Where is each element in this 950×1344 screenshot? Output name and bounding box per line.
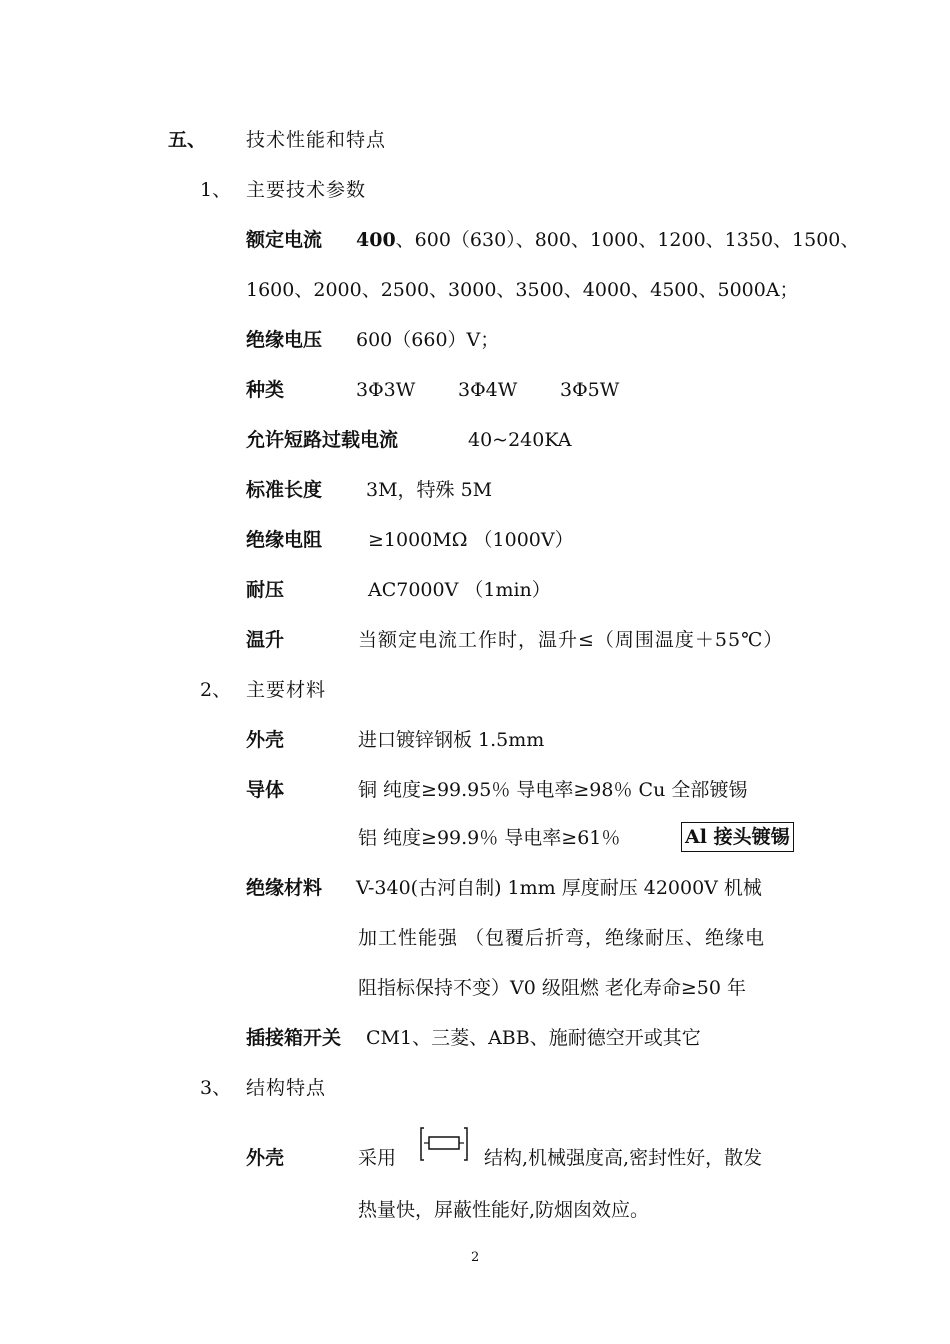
withstand-voltage-value: AC7000V （1min）: [368, 579, 551, 601]
sub3-title: 结构特点: [246, 1077, 327, 1099]
structure-shell-line2: 热量快，屏蔽性能好,防烟囱效应。: [358, 1199, 650, 1221]
shell-label: 外壳: [246, 729, 285, 751]
rated-current-value: [356, 228, 859, 252]
conductor-aluminum: 铝 纯度≥99.9％ 导电率≥61％: [358, 827, 621, 849]
conductor-label: 导体: [246, 779, 285, 801]
sub2-title: 主要材料: [246, 679, 327, 701]
rated-current-line1: 、600（630）、800、1000、1200、1350、1500、: [395, 229, 860, 251]
std-length-label: 标准长度: [246, 479, 323, 501]
sub1-number: 1、: [200, 179, 232, 201]
section-title: 技术性能和特点: [246, 129, 387, 151]
section-number: 五、: [168, 129, 207, 151]
short-circuit-label: 允许短路过载电流: [246, 429, 399, 451]
rated-current-label: 额定电流: [246, 229, 323, 251]
insulation-material-label: 绝缘材料: [246, 877, 323, 899]
busway-shell-icon: [420, 1126, 468, 1162]
std-length-value: 3M，特殊 5M: [366, 479, 493, 501]
type-value-3: 3Φ5W: [560, 379, 620, 401]
structure-shell-pre: 采用: [358, 1147, 397, 1169]
insulation-material-line1: V-340(古河自制) 1mm 厚度耐压 42000V 机械: [356, 877, 762, 899]
short-circuit-value: 40~240KA: [468, 429, 572, 451]
page-number: 2: [471, 1250, 480, 1265]
rated-current-bold: 400: [356, 229, 396, 251]
conductor-copper: 铜 纯度≥99.95％ 导电率≥98％ Cu 全部镀锡: [358, 779, 748, 801]
type-label: 种类: [246, 379, 285, 401]
insulation-material-line2: 加工性能强 （包覆后折弯，绝缘耐压、绝缘电: [358, 927, 766, 949]
temp-rise-label: 温升: [246, 629, 285, 651]
insulation-resistance-value: ≥1000MΩ （1000V）: [368, 529, 574, 551]
type-value-2: 3Φ4W: [458, 379, 518, 401]
temp-rise-value: 当额定电流工作时，温升≤（周围温度＋55℃）: [358, 629, 784, 651]
insulation-material-line3: 阻指标保持不变）V0 级阻燃 老化寿命≥50 年: [358, 977, 747, 999]
withstand-voltage-label: 耐压: [246, 579, 285, 601]
aluminum-tin-plating-box: Al 接头镀锡: [681, 822, 794, 852]
shell-value: 进口镀锌钢板 1.5mm: [358, 729, 545, 751]
plug-box-label: 插接箱开关: [246, 1027, 342, 1049]
insulation-voltage-value: 600（660）V；: [356, 329, 500, 351]
structure-shell-post: 结构,机械强度高,密封性好，散发: [484, 1147, 763, 1169]
insulation-voltage-label: 绝缘电压: [246, 329, 323, 351]
sub1-title: 主要技术参数: [246, 179, 367, 201]
sub2-number: 2、: [200, 679, 232, 701]
insulation-resistance-label: 绝缘电阻: [246, 529, 323, 551]
structure-shell-label: 外壳: [246, 1147, 285, 1169]
sub3-number: 3、: [200, 1077, 232, 1099]
type-value-1: 3Φ3W: [356, 379, 416, 401]
rated-current-line2: 1600、2000、2500、3000、3500、4000、4500、5000A；: [246, 279, 799, 301]
plug-box-value: CM1、三菱、ABB、施耐德空开或其它: [366, 1027, 701, 1049]
